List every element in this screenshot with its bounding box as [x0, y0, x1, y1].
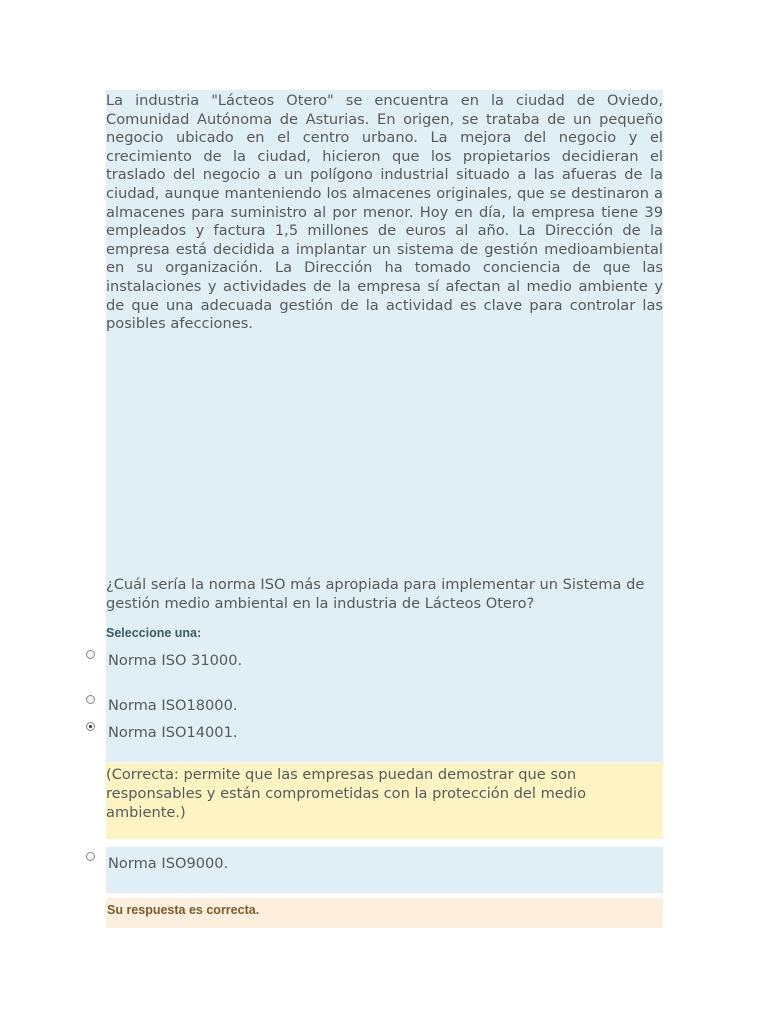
radio-button-selected[interactable] — [86, 722, 95, 731]
radio-button[interactable] — [86, 650, 95, 659]
option-iso9000[interactable] — [82, 852, 229, 872]
option-iso18000[interactable] — [82, 695, 238, 714]
option-label: Norma ISO18000. — [108, 697, 238, 714]
option-iso14001[interactable] — [82, 722, 238, 741]
radio-button[interactable] — [86, 695, 95, 704]
result-message: Su respuesta es correcta. — [106, 898, 663, 928]
select-prompt: Seleccione una: — [106, 626, 202, 640]
question-text: ¿Cuál sería la norma ISO más apropiada para implementar un Sistema de gestión medio ambiental en la industria de Lácteos Otero? — [106, 576, 645, 612]
option-label: Norma ISO 31000. — [108, 652, 243, 669]
option-label: Norma ISO9000. — [108, 855, 229, 872]
option-iso31000[interactable] — [82, 650, 243, 669]
option-label: Norma ISO14001. — [108, 724, 238, 741]
option-feedback: (Correcta: permite que las empresas puedan demostrar que son responsables y están comprometidas con la protección del medio ambiente.) — [106, 763, 663, 839]
radio-button[interactable] — [86, 852, 95, 861]
question-scenario: La industria "Lácteos Otero" se encuentra en la ciudad de Oviedo, Comunidad Autónoma de Asturias. En origen, se trataba de un pequeño negocio ubicado en el centro urbano. La mejora del negocio y el crecimiento de la ciudad, hicieron que los propietarios decidieran el traslado del negocio a un polígono industrial situado a las afueras de la ciudad, aunque manteniendo los almacenes originales, que se destinaron a almacenes para suministro al por menor. Hoy en día, la empresa tiene 39 empleados y factura 1,5 millones de euros al año. La Dirección de la empresa está decidida a implantar un sistema de gestión medioambiental en su organización. La Dirección ha tomado conciencia de que las instalaciones y actividades de la empresa sí afectan al medio ambiente y de que una adecuada gestión de la actividad es clave para controlar las posibles afecciones. — [106, 92, 663, 333]
